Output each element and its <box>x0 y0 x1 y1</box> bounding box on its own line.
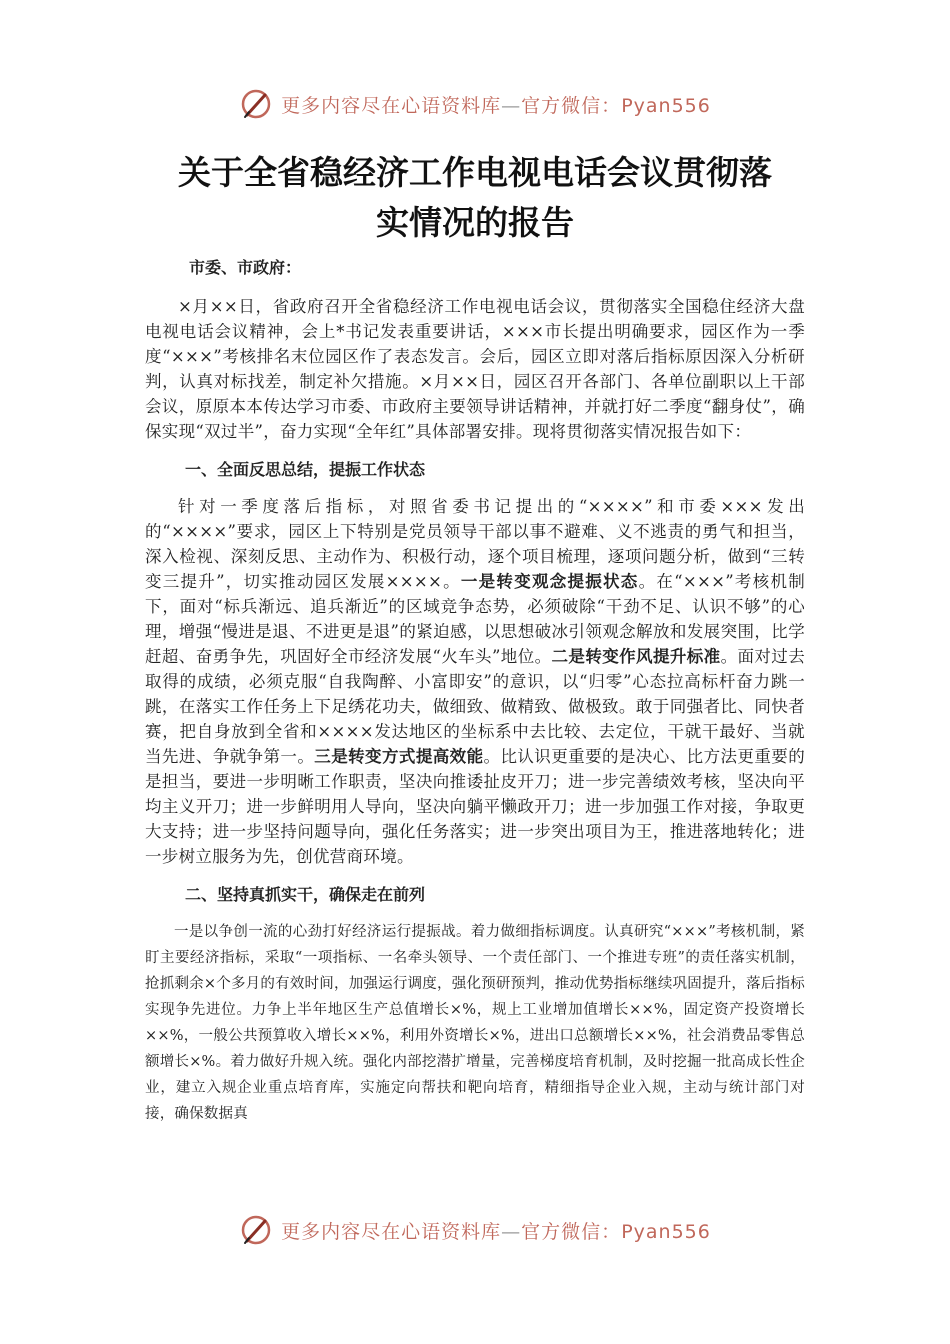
footer-banner <box>0 1210 950 1250</box>
banner-text: 更多内容尽在心语资料库—官方微信：Pyan556 <box>281 94 711 117</box>
salutation: 市委、市政府： <box>189 258 302 277</box>
section-1-paragraph: 针对一季度落后指标，对照省委书记提出的“××××”和市委×××发出的“××××”要求，园区上下特别是党员领导干部以事不避难、义不逃责的勇气和担当，深入检视、深刻反思、主动作为、积极行动，逐个项目梳理，逐项问题分析，做到“三转变三提升”，切实推动园区发展××××。一是转变观念提振状态。在“×××”考核机制下，面对“标兵渐远、追兵渐近”的区域竞争态势，必须破除“干劲不足、认识不够”的心理，增强“慢进是退、不进更是退”的紧迫感，以思想破冰引领观念解放和发展突围，比学赶超、奋勇争先，巩固好全市经济发展“火车头”地位。二是转变作风提升标准。面对过去取得的成绩，必须克服“自我陶醉、小富即安”的意识，以“归零”心态拉高标杆奋力跳一跳，在落实工作任务上下足绣花功夫，做细致、做精致、做极致。敢于同强者比、同快者赛，把自身放到全省和××××发达地区的坐标系中去比较、去定位，干就干最好、当就当先进、争就争第一。三是转变方式提高效能。比认识更重要的是决心、比方法更重要的是担当，要进一步明晰工作职责，坚决向推诿扯皮开刀；进一步完善绩效考核，坚决向平均主义开刀；进一步鲜明用人导向，坚决向躺平懒政开刀；进一步加强工作对接，争取更大支持；进一步坚持问题导向，强化任务落实；进一步突出项目为王，推进落地转化；进一步树立服务为先，创优营商环境。 <box>145 497 806 866</box>
document-body <box>145 148 805 1127</box>
section-2-heading: 二、坚持真抓实干，确保走在前列 <box>185 885 426 904</box>
section-1-heading: 一、全面反思总结，提振工作状态 <box>185 460 426 479</box>
pen-logo-icon <box>239 1213 273 1247</box>
section-2-paragraph: 一是以争创一流的心劲打好经济运行提振战。着力做细指标调度。认真研究“×××”考核机制，紧盯主要经济指标，采取“一项指标、一名牵头领导、一个责任部门、一个推进专班”的责任落实机制，抢抓剩余×个多月的有效时间，加强运行调度，强化预研预判，推动优势指标继续巩固提升，落后指标实现争先进位。力争上半年地区生产总值增长×%，规上工业增加值增长××%，固定资产投资增长××%，一般公共预算收入增长××%，利用外资增长×%，进出口总额增长××%，社会消费品零售总额增长×%。着力做好升规入统。强化内部挖潜扩增量，完善梯度培育机制，及时挖掘一批高成长性企业，建立入规企业重点培育库，实施定向帮扶和靶向培育，精细指导企业入规，主动与统计部门对接，确保数据真 <box>145 924 805 1122</box>
banner-text: 更多内容尽在心语资料库—官方微信：Pyan556 <box>281 1220 711 1243</box>
pen-logo-icon <box>239 87 273 121</box>
intro-paragraph: ×月××日，省政府召开全省稳经济工作电视电话会议，贯彻落实全国稳住经济大盘电视电话会议精神，会上*书记发表重要讲话，×××市长提出明确要求，园区作为一季度“×××”考核排名末位园区作了表态发言。会后，园区立即对落后指标原因深入分析研判，认真对标找差，制定补欠措施。×月××日，园区召开各部门、各单位副职以上干部会议，原原本本传达学习市委、市政府主要领导讲话精神，并就打好二季度“翻身仗”，确保实现“双过半”，奋力实现“全年红”具体部署安排。现将贯彻落实情况报告如下： <box>145 297 805 441</box>
document-title: 关于全省稳经济工作电视电话会议贯彻落 实情况的报告 <box>178 153 772 242</box>
header-banner <box>0 84 950 124</box>
